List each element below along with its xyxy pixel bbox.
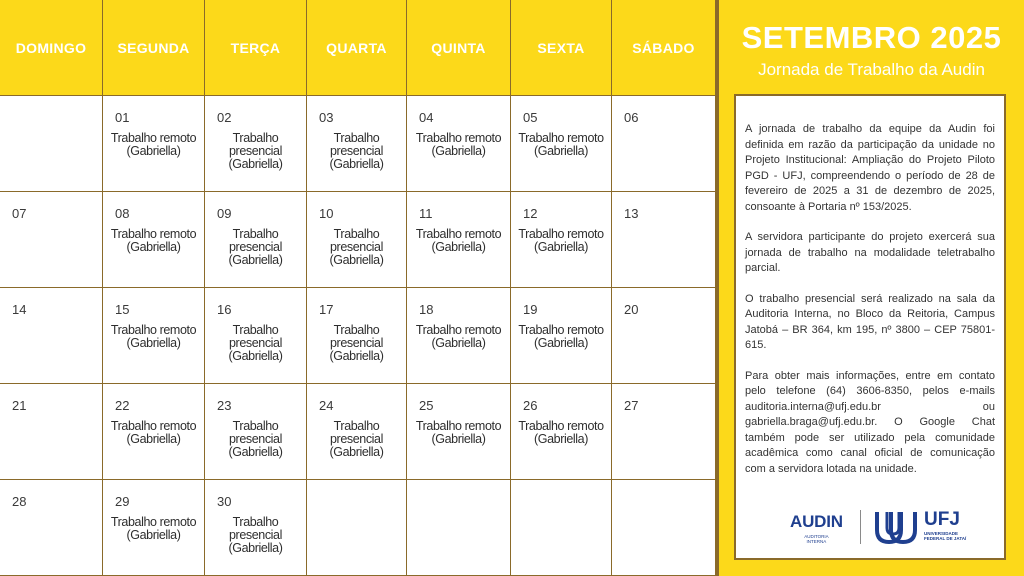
schedule-line: Trabalho remoto bbox=[110, 131, 197, 145]
schedule-line: Trabalho remoto bbox=[518, 323, 604, 337]
calendar-day-cell bbox=[307, 480, 407, 576]
schedule-line: presencial bbox=[330, 144, 383, 158]
weekday-header-wednesday: QUARTA bbox=[307, 0, 407, 96]
schedule-line: Trabalho bbox=[333, 131, 380, 145]
day-schedule bbox=[407, 420, 510, 446]
day-schedule bbox=[407, 228, 510, 254]
calendar-day-cell bbox=[103, 480, 205, 576]
day-schedule bbox=[205, 420, 306, 459]
panel-title: SETEMBRO 2025 bbox=[741, 20, 1002, 55]
calendar-day-cell bbox=[205, 192, 307, 288]
schedule-line: Trabalho bbox=[232, 419, 279, 433]
schedule-line: Trabalho remoto bbox=[518, 227, 604, 241]
calendar-day-cell bbox=[407, 480, 511, 576]
calendar-day-cell bbox=[511, 96, 612, 192]
day-number: 19 bbox=[523, 302, 538, 317]
schedule-line: (Gabriella) bbox=[126, 240, 181, 254]
schedule-line: (Gabriella) bbox=[228, 157, 283, 171]
schedule-line: presencial bbox=[330, 432, 383, 446]
schedule-line: (Gabriella) bbox=[126, 432, 181, 446]
schedule-line: Trabalho bbox=[232, 131, 279, 145]
schedule-line: Trabalho bbox=[232, 227, 279, 241]
weekday-header-thursday: QUINTA bbox=[407, 0, 511, 96]
logo-divider bbox=[860, 510, 861, 544]
day-number: 16 bbox=[217, 302, 232, 317]
day-number: 14 bbox=[12, 302, 27, 317]
day-number: 02 bbox=[217, 110, 232, 125]
calendar-day-cell bbox=[612, 288, 716, 384]
day-number: 20 bbox=[624, 302, 639, 317]
day-schedule bbox=[307, 228, 406, 267]
schedule-line: presencial bbox=[229, 240, 282, 254]
day-schedule bbox=[511, 132, 611, 158]
calendar-day-cell bbox=[307, 384, 407, 480]
day-number: 25 bbox=[419, 398, 434, 413]
day-schedule bbox=[307, 420, 406, 459]
calendar-day-cell bbox=[407, 288, 511, 384]
day-number: 27 bbox=[624, 398, 639, 413]
calendar-day-cell bbox=[511, 480, 612, 576]
schedule-line: (Gabriella) bbox=[431, 240, 486, 254]
schedule-line: Trabalho bbox=[333, 323, 380, 337]
logo-bar bbox=[776, 508, 976, 548]
weekday-header-tuesday: TERÇA bbox=[205, 0, 307, 96]
schedule-line: Trabalho remoto bbox=[110, 323, 197, 337]
schedule-line: (Gabriella) bbox=[431, 432, 486, 446]
day-number: 15 bbox=[115, 302, 130, 317]
calendar-day-cell bbox=[511, 288, 612, 384]
calendar-day-cell bbox=[0, 480, 103, 576]
day-number: 17 bbox=[319, 302, 334, 317]
calendar-day-cell bbox=[0, 192, 103, 288]
info-box bbox=[734, 94, 1006, 560]
day-number: 29 bbox=[115, 494, 130, 509]
schedule-line: (Gabriella) bbox=[534, 432, 588, 446]
schedule-line: (Gabriella) bbox=[126, 528, 181, 542]
calendar-day-cell bbox=[612, 480, 716, 576]
schedule-line: (Gabriella) bbox=[228, 541, 283, 555]
calendar-day-cell bbox=[103, 192, 205, 288]
calendar-day-cell bbox=[205, 384, 307, 480]
calendar-day-cell bbox=[307, 192, 407, 288]
day-schedule bbox=[307, 324, 406, 363]
day-schedule bbox=[205, 132, 306, 171]
day-number: 09 bbox=[217, 206, 232, 221]
weekday-header-friday: SEXTA bbox=[511, 0, 612, 96]
schedule-line: presencial bbox=[330, 336, 383, 350]
schedule-line: (Gabriella) bbox=[228, 349, 283, 363]
audin-tag-line1: AUDITORIA bbox=[804, 534, 829, 539]
day-number: 28 bbox=[12, 494, 27, 509]
panel-subtitle: Jornada de Trabalho da Audin bbox=[758, 60, 985, 79]
day-schedule bbox=[103, 420, 204, 446]
schedule-line: (Gabriella) bbox=[431, 144, 486, 158]
calendar-day-cell bbox=[103, 384, 205, 480]
day-schedule bbox=[511, 324, 611, 350]
audin-logo-name: AUDIN bbox=[790, 512, 843, 531]
schedule-line: (Gabriella) bbox=[534, 240, 588, 254]
schedule-line: (Gabriella) bbox=[329, 253, 384, 267]
day-number: 04 bbox=[419, 110, 434, 125]
day-number: 23 bbox=[217, 398, 232, 413]
info-paragraph-project: A jornada de trabalho da equipe da Audin foi definida em razão da participação da unidade no Projeto Institucional: Ampliação do Projeto Piloto PGD - UFJ, compreendendo o período de 28 de fevereiro de 2025 a 31 de dezembro de 2025, consoante à Portaria nº 153/2025. bbox=[745, 123, 995, 213]
info-panel bbox=[716, 0, 1024, 576]
day-number: 26 bbox=[523, 398, 538, 413]
schedule-line: (Gabriella) bbox=[431, 336, 486, 350]
day-schedule bbox=[205, 228, 306, 267]
calendar-day-cell bbox=[205, 96, 307, 192]
schedule-line: Trabalho remoto bbox=[518, 419, 604, 433]
calendar-day-cell bbox=[103, 288, 205, 384]
day-schedule bbox=[407, 132, 510, 158]
schedule-line: Trabalho remoto bbox=[415, 419, 502, 433]
calendar-day-cell bbox=[307, 96, 407, 192]
day-schedule bbox=[103, 516, 204, 542]
schedule-line: Trabalho remoto bbox=[110, 515, 197, 529]
audin-logo-tagline bbox=[790, 534, 843, 544]
schedule-line: Trabalho bbox=[333, 419, 380, 433]
schedule-line: (Gabriella) bbox=[228, 445, 283, 459]
calendar-day-cell bbox=[511, 384, 612, 480]
schedule-line: Trabalho bbox=[232, 323, 279, 337]
schedule-line: Trabalho remoto bbox=[110, 227, 197, 241]
calendar-day-cell bbox=[0, 384, 103, 480]
schedule-line: Trabalho remoto bbox=[518, 131, 604, 145]
day-number: 22 bbox=[115, 398, 130, 413]
weekday-header-saturday: SÁBADO bbox=[612, 0, 716, 96]
schedule-line: Trabalho remoto bbox=[415, 227, 502, 241]
calendar-day-cell bbox=[511, 192, 612, 288]
schedule-line: (Gabriella) bbox=[534, 144, 588, 158]
day-schedule bbox=[103, 228, 204, 254]
day-schedule bbox=[205, 516, 306, 555]
calendar-day-cell bbox=[0, 96, 103, 192]
schedule-line: presencial bbox=[229, 432, 282, 446]
info-paragraph-modality: A servidora participante do projeto exercerá sua jornada de trabalho na modalidade teletrabalho parcial. bbox=[745, 231, 995, 274]
schedule-line: Trabalho bbox=[232, 515, 279, 529]
schedule-line: Trabalho remoto bbox=[415, 323, 502, 337]
schedule-line: Trabalho remoto bbox=[110, 419, 197, 433]
info-paragraph-location: O trabalho presencial será realizado na sala da Auditoria Interna, no Bloco da Reitoria, Campus Jatobá – BR 364, km 195, nº 3800 – CEP 75801-615. bbox=[745, 292, 995, 351]
day-number: 07 bbox=[12, 206, 27, 221]
weekday-header-monday: SEGUNDA bbox=[103, 0, 205, 96]
calendar-day-cell bbox=[612, 192, 716, 288]
weekday-header-sunday: DOMINGO bbox=[0, 0, 103, 96]
schedule-line: (Gabriella) bbox=[126, 144, 181, 158]
calendar-day-cell bbox=[407, 192, 511, 288]
calendar-day-cell bbox=[612, 384, 716, 480]
ufj-logo-name: UFJ bbox=[924, 509, 960, 530]
schedule-line: presencial bbox=[330, 240, 383, 254]
day-number: 06 bbox=[624, 110, 639, 125]
calendar-day-cell bbox=[205, 288, 307, 384]
ufj-logo-tagline bbox=[924, 531, 966, 541]
schedule-line: (Gabriella) bbox=[329, 157, 384, 171]
schedule-line: (Gabriella) bbox=[329, 349, 384, 363]
audin-tag-line2: INTERNA bbox=[806, 539, 827, 544]
ufj-emblem-icon bbox=[871, 508, 919, 546]
day-schedule bbox=[307, 132, 406, 171]
day-schedule bbox=[511, 420, 611, 446]
day-number: 30 bbox=[217, 494, 232, 509]
schedule-line: Trabalho remoto bbox=[415, 131, 502, 145]
calendar-day-cell bbox=[103, 96, 205, 192]
schedule-line: (Gabriella) bbox=[228, 253, 283, 267]
schedule-line: presencial bbox=[229, 528, 282, 542]
audin-logo bbox=[790, 512, 843, 544]
schedule-line: (Gabriella) bbox=[534, 336, 588, 350]
day-number: 11 bbox=[419, 206, 433, 221]
calendar-day-cell bbox=[407, 96, 511, 192]
day-number: 10 bbox=[319, 206, 334, 221]
schedule-line: (Gabriella) bbox=[329, 445, 384, 459]
day-number: 03 bbox=[319, 110, 334, 125]
day-schedule bbox=[511, 228, 611, 254]
day-number: 12 bbox=[523, 206, 538, 221]
day-schedule bbox=[205, 324, 306, 363]
day-schedule bbox=[103, 324, 204, 350]
info-paragraph-contact: Para obter mais informações, entre em contato pelo telefone (64) 3606-8350, pelos e-mails auditoria.interna@ufj.edu.br ou gabriella.braga@ufj.edu.br. O Google Chat também pode ser utilizado pela comunidade acadêmica como canal oficial de comunicação com a servidora lotada na unidade. bbox=[745, 369, 995, 475]
day-number: 24 bbox=[319, 398, 334, 413]
day-number: 05 bbox=[523, 110, 538, 125]
schedule-line: Trabalho bbox=[333, 227, 380, 241]
schedule-line: presencial bbox=[229, 336, 282, 350]
day-number: 21 bbox=[12, 398, 27, 413]
calendar-day-cell bbox=[205, 480, 307, 576]
day-number: 13 bbox=[624, 206, 639, 221]
day-number: 08 bbox=[115, 206, 130, 221]
calendar-day-cell bbox=[612, 96, 716, 192]
calendar-day-cell bbox=[407, 384, 511, 480]
day-number: 01 bbox=[115, 110, 130, 125]
schedule-line: presencial bbox=[229, 144, 282, 158]
ufj-tag-line2: FEDERAL DE JATAÍ bbox=[924, 536, 967, 541]
calendar-day-cell bbox=[0, 288, 103, 384]
calendar-day-cell bbox=[307, 288, 407, 384]
day-schedule bbox=[103, 132, 204, 158]
schedule-line: (Gabriella) bbox=[126, 336, 181, 350]
day-number: 18 bbox=[419, 302, 434, 317]
ufj-tag-line1: UNIVERSIDADE bbox=[924, 531, 959, 536]
day-schedule bbox=[407, 324, 510, 350]
